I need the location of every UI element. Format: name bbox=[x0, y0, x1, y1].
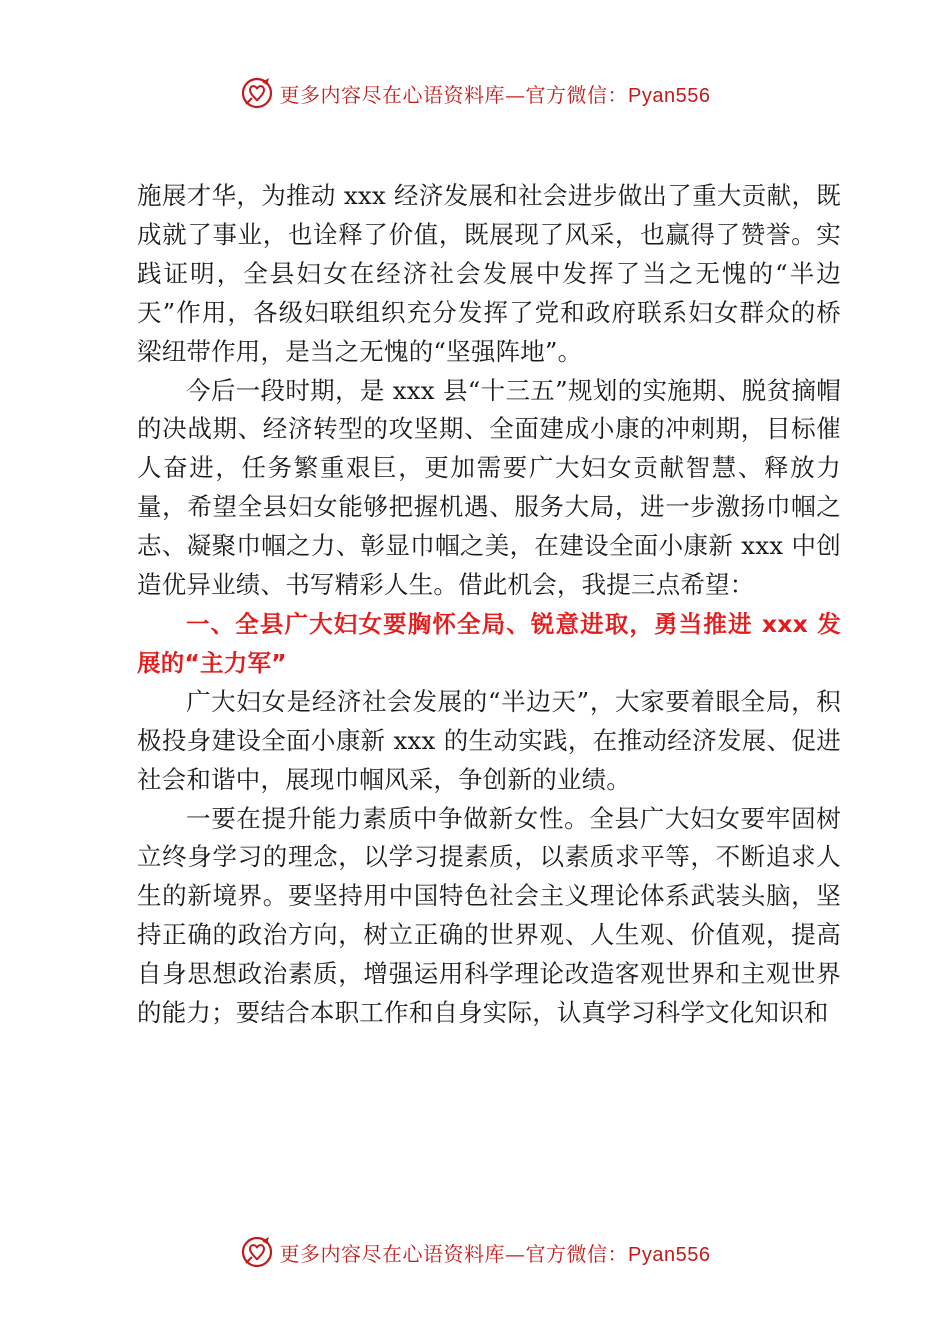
heart-pen-logo-icon bbox=[240, 1235, 274, 1269]
paragraph-3: 广大妇女是经济社会发展的“半边天”，大家要着眼全局，积极投身建设全面小康新 xxx 的生动实践，在推动经济发展、促进社会和谐中，展现巾帼风采，争创新的业绩。 bbox=[137, 686, 841, 794]
banner-wechat-label: 官方微信： bbox=[525, 1241, 629, 1266]
document-body bbox=[137, 177, 841, 1033]
banner-separator: — bbox=[505, 1241, 526, 1266]
heart-pen-logo-icon bbox=[240, 76, 274, 110]
paragraph-1: 施展才华，为推动 xxx 经济发展和社会进步做出了重大贡献，既成就了事业，也诠释了价值，既展现了风采，也赢得了赞誉。实践证明，全县妇女在经济社会发展中发挥了当之无愧的“半边天”作用，各级妇联组织充分发挥了党和政府联系妇女群众的桥梁纽带作用，是当之无愧的“坚强阵地”。 bbox=[137, 181, 841, 366]
banner-wechat-label: 官方微信： bbox=[525, 82, 629, 107]
banner-wechat-id: Pyan556 bbox=[628, 1243, 711, 1266]
banner-separator: — bbox=[505, 82, 526, 107]
banner-main-text: 更多内容尽在心语资料库 bbox=[279, 82, 506, 107]
footer-banner-text bbox=[280, 1238, 711, 1267]
banner-main-text: 更多内容尽在心语资料库 bbox=[279, 1241, 506, 1266]
header-banner-text bbox=[280, 79, 711, 108]
paragraph-2: 今后一段时期，是 xxx 县“十三五”规划的实施期、脱贫摘帽的决战期、经济转型的攻坚期、全面建成小康的冲刺期，目标催人奋进，任务繁重艰巨，更加需要广大妇女贡献智慧、释放力量，希望全县妇女能够把握机遇、服务大局，进一步激扬巾帼之志、凝聚巾帼之力、彰显巾帼之美，在建设全面小康新 xxx 中创造优异业绩、书写精彩人生。借此机会，我提三点希望： bbox=[137, 375, 841, 600]
banner-wechat-id: Pyan556 bbox=[628, 84, 711, 107]
section-heading-1: 一、全县广大妇女要胸怀全局、锐意进取，勇当推进 xxx 发展的“主力军” bbox=[137, 609, 841, 677]
header-banner bbox=[0, 70, 950, 116]
footer-banner bbox=[0, 1229, 950, 1275]
paragraph-4: 一要在提升能力素质中争做新女性。全县广大妇女要牢固树立终身学习的理念，以学习提素质，以素质求平等，不断追求人生的新境界。要坚持用中国特色社会主义理论体系武装头脑，坚持正确的政治方向，树立正确的世界观、人生观、价值观，提高自身思想政治素质，增强运用科学理论改造客观世界和主观世界的能力；要结合本职工作和自身实际，认真学习科学文化知识和 bbox=[137, 803, 841, 1028]
